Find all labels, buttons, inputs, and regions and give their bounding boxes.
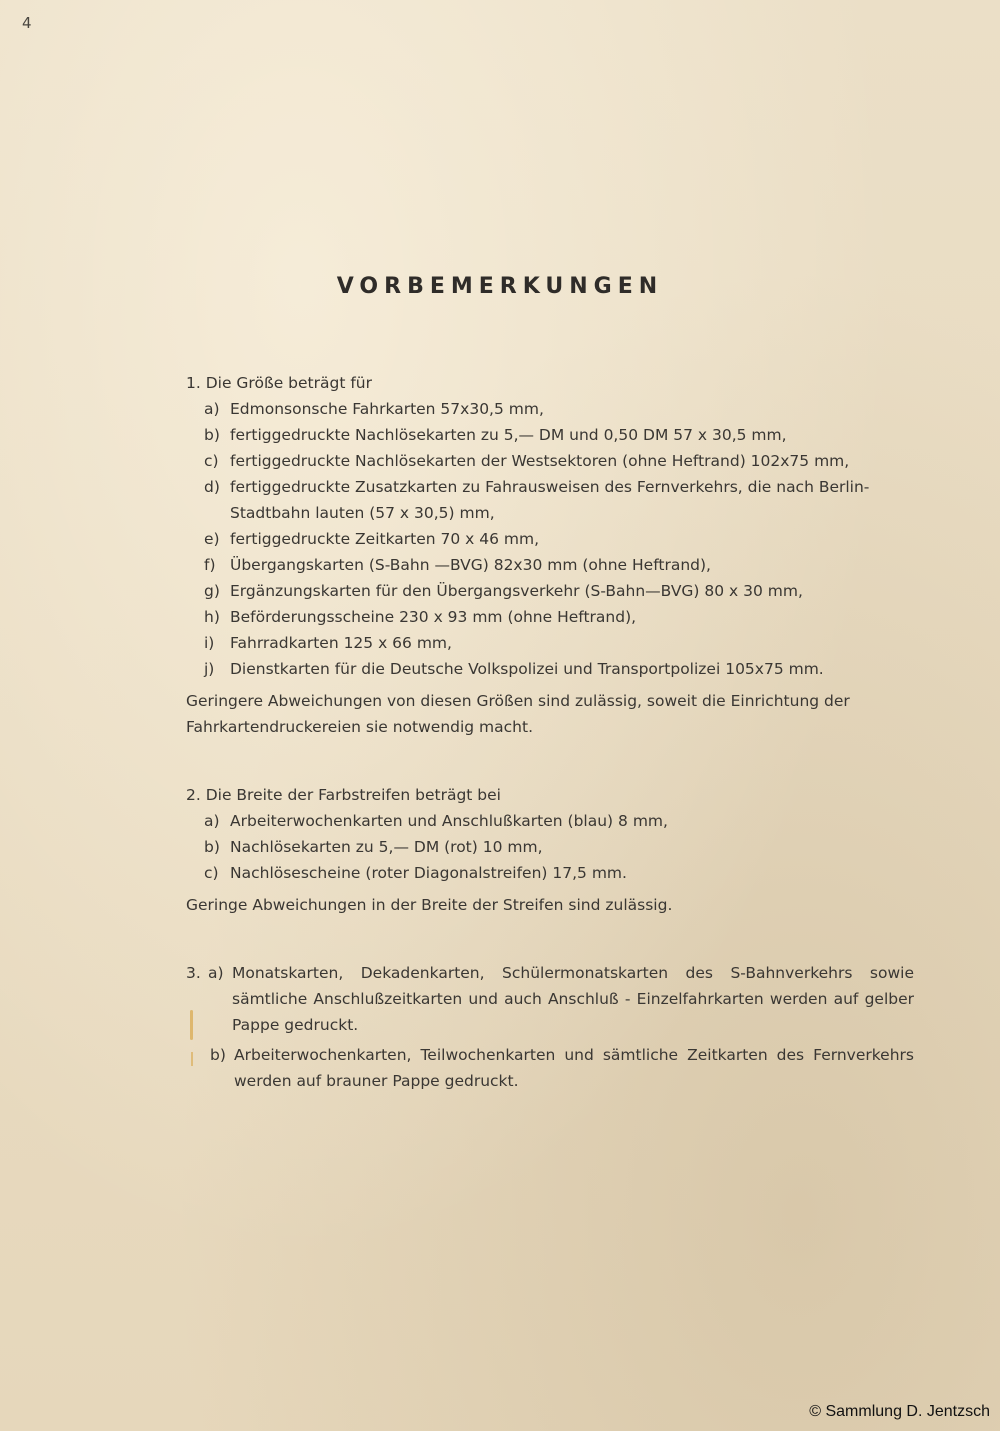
list-marker: h) xyxy=(204,608,220,626)
copyright-notice: © Sammlung D. Jentzsch xyxy=(809,1403,990,1420)
list-item-text: fertiggedruckte Nachlösekarten zu 5,— DM und 0,50 DM 57 x 30,5 mm, xyxy=(230,426,787,444)
list-marker: d) xyxy=(204,478,220,496)
list-marker: c) xyxy=(204,452,219,470)
list-item-text: Ergänzungskarten für den Übergangsverkehr (S-Bahn—BVG) 80 x 30 mm, xyxy=(230,582,803,600)
list-item-text: Fahrradkarten 125 x 66 mm, xyxy=(230,634,452,652)
list-item xyxy=(186,396,914,422)
list-marker: b) xyxy=(204,426,220,444)
list-item-text: Nachlösescheine (roter Diagonalstreifen) 17,5 mm. xyxy=(230,864,627,882)
section-board xyxy=(186,960,914,1094)
list-item-text: fertiggedruckte Zeitkarten 70 x 46 mm, xyxy=(230,530,540,548)
list-marker: i) xyxy=(204,634,215,652)
section-size-note: Geringere Abweichungen von diesen Größen sind zulässig, soweit die Einrichtung der Fahrkartendruckereien sie notwendig macht. xyxy=(186,692,850,736)
list-marker: b) xyxy=(210,1046,226,1064)
list-item xyxy=(186,630,914,656)
section-stripes xyxy=(186,782,914,918)
list-item-text: Monatskarten, Dekadenkarten, Schülermonatskarten des S-Bahnverkehrs sowie sämtliche Anschlußzeitkarten und auch Anschluß - Einzelfahrkarten werden auf gelber Pappe gedruckt. xyxy=(232,964,914,1034)
list-item xyxy=(186,578,914,604)
list-marker: c) xyxy=(204,864,219,882)
section-size-lead: 1. Die Größe beträgt für xyxy=(186,374,372,392)
list-marker: a) xyxy=(208,964,224,982)
list-item xyxy=(186,422,914,448)
list-marker: a) xyxy=(204,812,220,830)
section-stripes-lead: 2. Die Breite der Farbstreifen beträgt bei xyxy=(186,786,501,804)
list-item-text: Beförderungsscheine 230 x 93 mm (ohne Heftrand), xyxy=(230,608,637,626)
list-item xyxy=(186,526,914,552)
list-item xyxy=(186,808,914,834)
list-marker: e) xyxy=(204,530,220,548)
list-item xyxy=(186,1042,914,1094)
list-marker: j) xyxy=(204,660,215,678)
list-item-text: Arbeiterwochenkarten, Teilwochenkarten und sämtliche Zeitkarten des Fernverkehrs werden auf brauner Pappe gedruckt. xyxy=(234,1046,914,1090)
list-item xyxy=(186,474,914,526)
list-item-text: fertiggedruckte Zusatzkarten zu Fahrausweisen des Fernverkehrs, die nach Berlin-Stadtbahn lauten (57 x 30,5) mm, xyxy=(230,478,870,522)
section-size xyxy=(186,370,914,740)
section-stripes-note: Geringe Abweichungen in der Breite der Streifen sind zulässig. xyxy=(186,896,673,914)
list-item xyxy=(186,860,914,886)
list-marker: a) xyxy=(204,400,220,418)
document-body xyxy=(186,370,914,1094)
list-item xyxy=(186,448,914,474)
list-item xyxy=(186,834,914,860)
list-item xyxy=(186,552,914,578)
list-item xyxy=(186,656,914,682)
list-item-text: Nachlösekarten zu 5,— DM (rot) 10 mm, xyxy=(230,838,543,856)
list-item-text: Edmonsonsche Fahrkarten 57x30,5 mm, xyxy=(230,400,544,418)
list-item xyxy=(186,604,914,630)
section-board-number: 3. xyxy=(186,964,201,982)
list-marker: b) xyxy=(204,838,220,856)
list-item-text: Übergangskarten (S-Bahn —BVG) 82x30 mm (ohne Heftrand), xyxy=(230,556,711,574)
page-title: VORBEMERKUNGEN xyxy=(336,274,664,299)
list-item-text: Arbeiterwochenkarten und Anschlußkarten (blau) 8 mm, xyxy=(230,812,668,830)
list-item-text: fertiggedruckte Nachlösekarten der Westsektoren (ohne Heftrand) 102x75 mm, xyxy=(230,452,850,470)
list-item-text: Dienstkarten für die Deutsche Volkspolizei und Transportpolizei 105x75 mm. xyxy=(230,660,824,678)
pencil-mark xyxy=(190,1010,193,1040)
list-item xyxy=(186,960,914,1038)
page-number: 4 xyxy=(22,14,32,32)
list-marker: g) xyxy=(204,582,220,600)
pencil-mark xyxy=(191,1052,193,1066)
list-marker: f) xyxy=(204,556,216,574)
